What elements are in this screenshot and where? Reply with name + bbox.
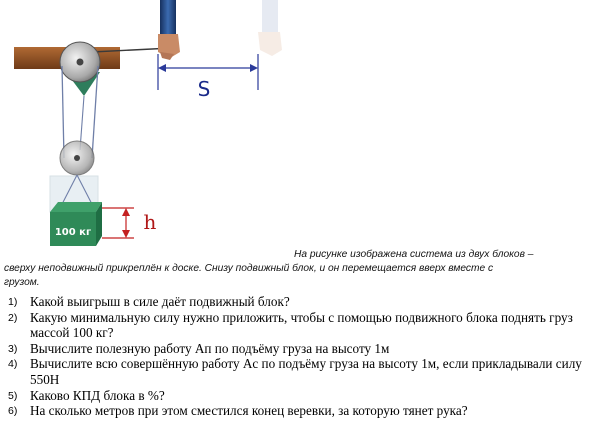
fixed-pulley (60, 42, 100, 96)
figure-caption (4, 248, 600, 290)
distance-label: S (197, 77, 211, 101)
question-text: Какой выигрыш в силе даёт подвижный блок? (30, 294, 290, 309)
question-number: 1) (8, 296, 18, 308)
caption-line-2: сверху неподвижный прикреплён к доске. Снизу подвижный блок, и он перемещается вверх вместе с (4, 263, 494, 274)
question-text: На сколько метров при этом сместился конец веревки, за которую тянет рука? (30, 403, 468, 419)
question-item (4, 310, 602, 341)
question-item (4, 341, 602, 357)
question-number: 3) (8, 342, 18, 355)
question-item (4, 294, 602, 310)
question-item (4, 356, 602, 387)
caption-line-1: На рисунке изображена система из двух блоков – (294, 249, 534, 260)
question-list (4, 294, 602, 419)
question-text: Каково КПД блока в %? (30, 387, 165, 403)
question-number: 2) (8, 311, 18, 324)
hand-pulling (158, 0, 180, 60)
hand-final-position (258, 0, 282, 56)
question-number: 4) (8, 358, 18, 371)
rope-left (62, 66, 64, 158)
question-item (4, 403, 602, 419)
question-item (4, 388, 602, 404)
weight-label: 100 кг (54, 227, 92, 238)
question-text: Вычислите всю совершённую работу Ac по подъёму груза на высоту 1м, если прикладывали силу 550Н (30, 356, 582, 387)
caption-line-3: грузом. (4, 277, 40, 288)
question-number: 6) (8, 405, 18, 418)
question-number: 5) (8, 389, 18, 402)
movable-pulley (60, 141, 94, 175)
distance-marker (158, 54, 258, 101)
height-label: h (143, 210, 157, 234)
question-text: Какую минимальную силу нужно приложить, чтобы с помощью подвижного блока поднять груз массой 100 кг? (30, 309, 573, 341)
height-marker (102, 208, 157, 238)
question-text: Вычислите полезную работу Aп по подъёму груза на высоту 1м (30, 340, 390, 356)
